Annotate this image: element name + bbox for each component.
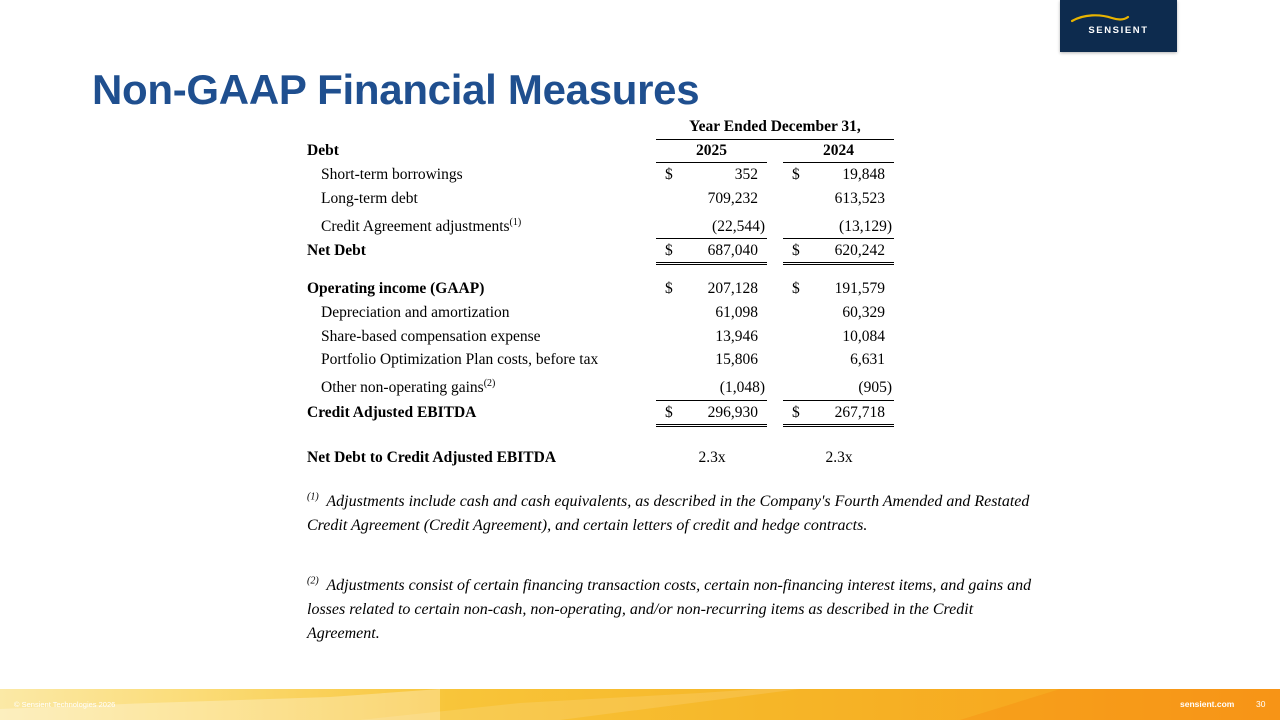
footer-wave-decoration: [0, 689, 1280, 720]
footnote-marker: (1): [307, 491, 319, 503]
subtotal-rule: [783, 400, 894, 401]
currency-sign: $: [792, 166, 800, 183]
currency-sign: $: [665, 242, 673, 259]
page-number: 30: [1256, 699, 1266, 709]
currency-sign: $: [792, 242, 800, 259]
row-label: Credit Adjusted EBITDA: [307, 404, 477, 421]
value-2025: 352: [734, 166, 758, 183]
currency-sign: $: [792, 404, 800, 421]
value-2025: 709,232: [707, 190, 758, 207]
value-2024: 2.3x: [825, 449, 853, 466]
value-2024: 613,523: [834, 190, 885, 207]
footer: [0, 689, 1280, 720]
debt-header: Debt: [307, 142, 339, 159]
currency-sign: $: [665, 280, 673, 297]
row-label: Share-based compensation expense: [321, 328, 541, 345]
value-2025: 13,946: [715, 328, 758, 345]
row-label: Portfolio Optimization Plan costs, before tax: [321, 351, 599, 368]
website-link[interactable]: sensient.com: [1180, 699, 1235, 709]
row-label: Operating income (GAAP): [307, 280, 485, 297]
copyright-text: © Sensient Technologies 2026: [14, 700, 116, 709]
row-label: Net Debt: [307, 242, 366, 259]
row-label: Net Debt to Credit Adjusted EBITDA: [307, 449, 557, 466]
value-2024: 10,084: [842, 328, 885, 345]
total-double-rule: [656, 424, 767, 427]
total-double-rule: [656, 262, 767, 265]
value-2025: 61,098: [715, 304, 758, 321]
total-double-rule: [783, 424, 894, 427]
value-2024: (13,129): [839, 218, 892, 235]
footnote-marker: (2): [307, 575, 319, 587]
footnote-2: $^{(2)}$ Adjustments consist of certain financing transaction costs, certain non-financing interest items, and gains and losses related to certain non-cash, non-operating, and/or non-recurring items as described in the Credit Agreement.: [307, 575, 1032, 642]
subtotal-rule: [656, 238, 767, 239]
footnote-1: $^{(1)}$ Adjustments include cash and cash equivalents, as described in the Company's Fourth Amended and Restated Credit Agreement (Credit Agreement), and certain letters of credit and hedge contracts.: [307, 491, 1030, 534]
value-2024: 6,631: [850, 351, 885, 368]
value-2025: 15,806: [715, 351, 758, 368]
subtotal-rule: [783, 238, 894, 239]
logo-text: SENSIENT: [1088, 25, 1149, 36]
row-label: Long-term debt: [321, 190, 418, 207]
value-2025: (22,544): [712, 218, 765, 235]
col-header-2025: 2025: [696, 142, 727, 159]
footnote-ref: (2): [483, 377, 496, 389]
page-title: Non-GAAP Financial Measures: [92, 66, 700, 113]
value-2024: 191,579: [834, 280, 885, 297]
period-header: Year Ended December 31,: [689, 118, 861, 135]
value-2025: (1,048): [719, 379, 765, 396]
currency-sign: $: [792, 280, 800, 297]
value-2024: 620,242: [834, 242, 885, 259]
total-double-rule: [783, 262, 894, 265]
value-2025: 207,128: [707, 280, 758, 297]
currency-sign: $: [665, 404, 673, 421]
subtotal-rule: [656, 400, 767, 401]
col-header-rule-2024: [783, 162, 894, 163]
row-label: Credit Agreement adjustments$^{(1)}$: [321, 216, 522, 235]
period-header-rule: [656, 139, 894, 140]
currency-sign: $: [665, 166, 673, 183]
value-2024: 19,848: [842, 166, 885, 183]
value-2025: 296,930: [707, 404, 758, 421]
value-2024: 267,718: [834, 404, 885, 421]
col-header-2024: 2024: [823, 142, 854, 159]
row-label: Short-term borrowings: [321, 166, 463, 183]
row-label: Other non-operating gains$^{(2)}$: [321, 377, 496, 396]
value-2024: (905): [858, 379, 892, 396]
value-2025: 687,040: [707, 242, 758, 259]
value-2025: 2.3x: [698, 449, 726, 466]
value-2024: 60,329: [842, 304, 885, 321]
footnote-ref: (1): [509, 216, 522, 228]
row-label: Depreciation and amortization: [321, 304, 510, 321]
col-header-rule-2025: [656, 162, 767, 163]
